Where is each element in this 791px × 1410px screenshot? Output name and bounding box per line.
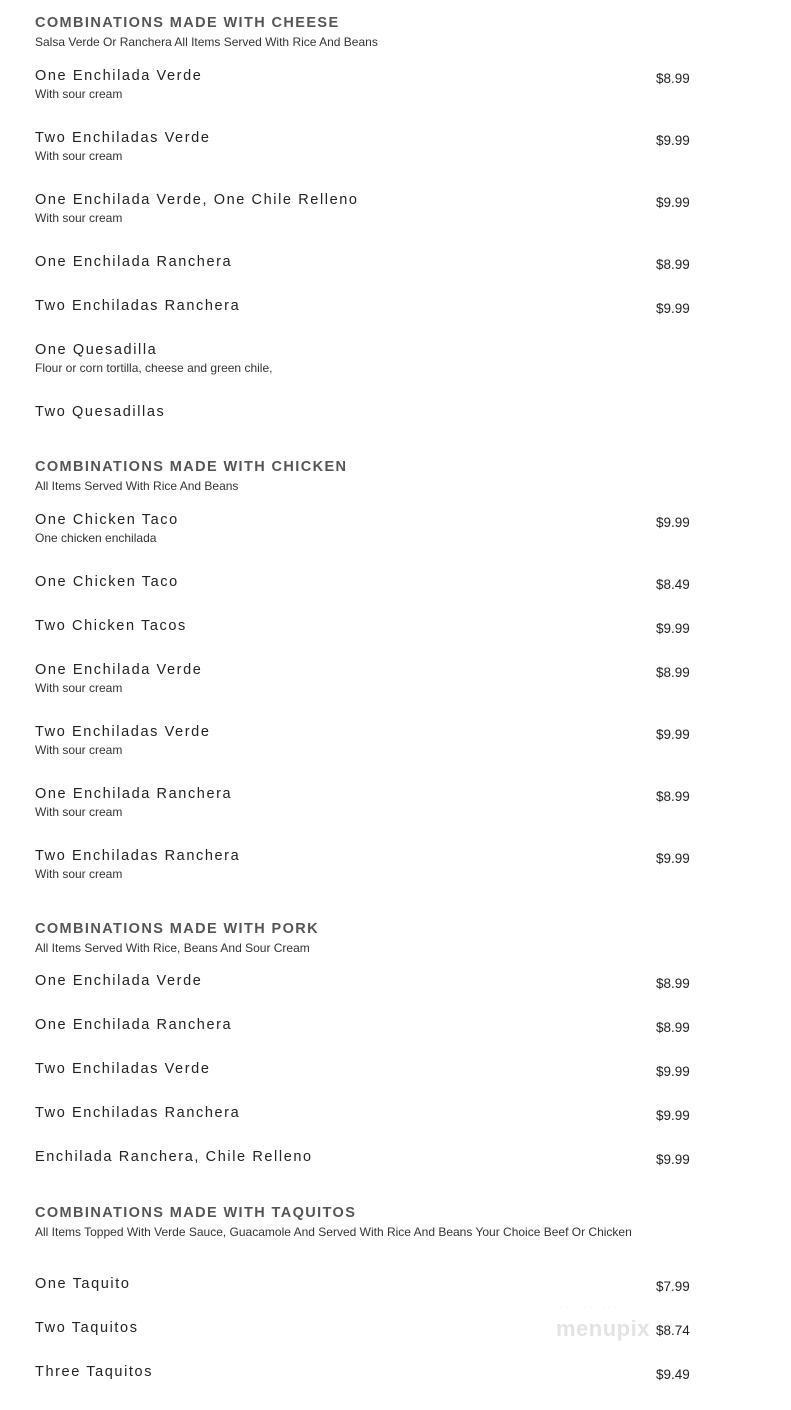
- item-price: $9.49: [656, 1367, 690, 1382]
- item-description: One chicken enchilada: [35, 531, 157, 545]
- section-description-cheese: Salsa Verde Or Ranchera All Items Served With Rice And Beans: [35, 35, 378, 49]
- item-name: One Quesadilla: [35, 342, 158, 358]
- item-price: $8.99: [656, 71, 690, 86]
- item-price: $8.74: [656, 1323, 690, 1338]
- section-title-pork: COMBINATIONS MADE WITH PORK: [35, 921, 320, 937]
- item-price: $9.99: [656, 727, 690, 742]
- item-name: One Enchilada Verde: [35, 973, 203, 989]
- item-description: Flour or corn tortilla, cheese and green chile,: [35, 361, 273, 375]
- section-title-chicken: COMBINATIONS MADE WITH CHICKEN: [35, 459, 348, 475]
- item-price: $8.99: [656, 1020, 690, 1035]
- item-price: $9.99: [656, 621, 690, 636]
- item-price: $8.99: [656, 257, 690, 272]
- item-name: One Enchilada Ranchera: [35, 254, 233, 270]
- item-description: With sour cream: [35, 681, 123, 695]
- item-price: $7.99: [656, 1279, 690, 1294]
- item-name: Two Enchiladas Verde: [35, 724, 211, 740]
- watermark-dots: · · · · · · · · · · · ·: [553, 1302, 624, 1313]
- section-description-taquitos: All Items Topped With Verde Sauce, Guacamole And Served With Rice And Beans Your Choice Beef Or Chicken: [35, 1225, 632, 1239]
- section-title-taquitos: COMBINATIONS MADE WITH TAQUITOS: [35, 1205, 357, 1221]
- item-name: Two Enchiladas Verde: [35, 1061, 211, 1077]
- item-price: $8.99: [656, 665, 690, 680]
- item-price: $9.99: [656, 1108, 690, 1123]
- item-name: One Enchilada Verde: [35, 662, 203, 678]
- item-name: One Enchilada Ranchera: [35, 786, 233, 802]
- item-name: Enchilada Ranchera, Chile Relleno: [35, 1149, 313, 1165]
- item-description: With sour cream: [35, 211, 123, 225]
- item-price: $9.99: [656, 133, 690, 148]
- item-name: Two Enchiladas Verde: [35, 130, 211, 146]
- item-price: $9.99: [656, 851, 690, 866]
- item-description: With sour cream: [35, 87, 123, 101]
- item-price: $9.99: [656, 301, 690, 316]
- item-price: $8.99: [656, 789, 690, 804]
- item-name: Two Enchiladas Ranchera: [35, 848, 241, 864]
- item-price: $8.49: [656, 577, 690, 592]
- item-name: Three Taquitos: [35, 1364, 154, 1380]
- item-name: Two Quesadillas: [35, 404, 166, 420]
- section-description-pork: All Items Served With Rice, Beans And Sour Cream: [35, 941, 310, 955]
- item-name: One Chicken Taco: [35, 512, 179, 528]
- item-name: One Enchilada Ranchera: [35, 1017, 233, 1033]
- item-name: Two Chicken Tacos: [35, 618, 187, 634]
- item-description: With sour cream: [35, 743, 123, 757]
- item-name: One Enchilada Verde, One Chile Relleno: [35, 192, 359, 208]
- item-price: $8.99: [656, 976, 690, 991]
- item-name: Two Enchiladas Ranchera: [35, 1105, 241, 1121]
- item-description: With sour cream: [35, 149, 123, 163]
- item-name: One Taquito: [35, 1276, 131, 1292]
- item-name: Two Enchiladas Ranchera: [35, 298, 241, 314]
- section-title-cheese: COMBINATIONS MADE WITH CHEESE: [35, 15, 340, 31]
- item-price: $9.99: [656, 1152, 690, 1167]
- item-description: With sour cream: [35, 867, 123, 881]
- item-name: One Chicken Taco: [35, 574, 179, 590]
- item-name: Two Taquitos: [35, 1320, 139, 1336]
- item-price: $9.99: [656, 195, 690, 210]
- item-name: One Enchilada Verde: [35, 68, 203, 84]
- section-description-chicken: All Items Served With Rice And Beans: [35, 479, 239, 493]
- item-description: With sour cream: [35, 805, 123, 819]
- item-price: $9.99: [656, 1064, 690, 1079]
- watermark: menupix: [556, 1316, 650, 1341]
- item-price: $9.99: [656, 515, 690, 530]
